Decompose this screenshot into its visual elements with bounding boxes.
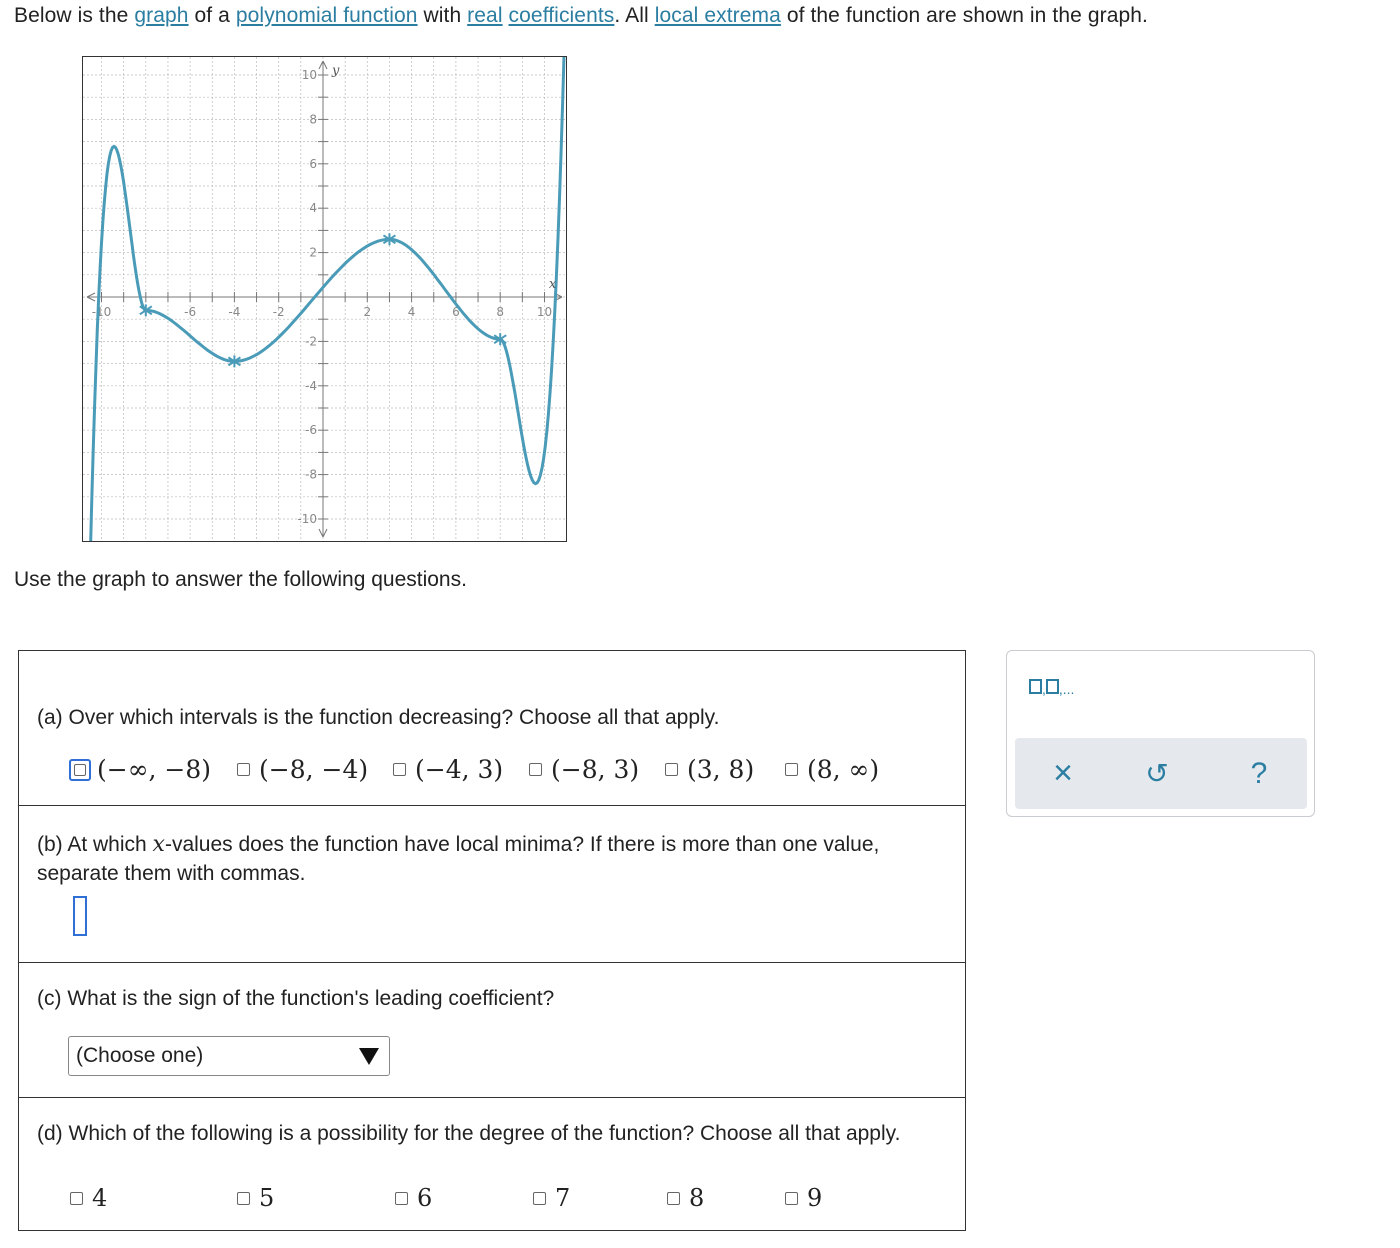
degree-option[interactable] bbox=[785, 1184, 822, 1212]
decreasing-interval-option[interactable] bbox=[69, 755, 211, 784]
x-tick-label: 8 bbox=[496, 305, 505, 319]
option-label: (−8, 3) bbox=[551, 755, 640, 784]
x-tick-label: 10 bbox=[536, 305, 553, 319]
y-tick-label: -4 bbox=[305, 378, 317, 393]
x-tick-label: 4 bbox=[407, 305, 416, 319]
graph-canvas bbox=[83, 57, 566, 541]
question-b-prompt-part: -values does the function have local minima? If there is more than one value, separate them with commas. bbox=[37, 833, 880, 885]
question-c-panel bbox=[18, 962, 966, 1099]
dropdown-arrow-icon bbox=[359, 1048, 379, 1065]
glossary-link-graph[interactable]: graph bbox=[134, 4, 189, 27]
degree-option[interactable] bbox=[395, 1184, 432, 1212]
glossary-link-coefficients[interactable]: coefficients bbox=[508, 4, 615, 27]
decreasing-interval-option[interactable] bbox=[237, 755, 368, 784]
glossary-link-local-extrema[interactable]: local extrema bbox=[654, 4, 781, 27]
question-c-prompt: (c) What is the sign of the function's leading coefficient? bbox=[37, 987, 555, 1010]
checkbox[interactable] bbox=[529, 763, 542, 776]
checkbox[interactable] bbox=[69, 759, 91, 781]
degree-option[interactable] bbox=[237, 1184, 274, 1212]
help-button[interactable] bbox=[1229, 738, 1289, 809]
palette-box-icon bbox=[1029, 679, 1042, 694]
checkbox[interactable] bbox=[237, 763, 250, 776]
decreasing-interval-option[interactable] bbox=[393, 755, 503, 784]
y-tick-label: -2 bbox=[305, 334, 317, 349]
y-tick-label: 2 bbox=[309, 245, 317, 260]
undo-icon: ↺ bbox=[1145, 758, 1169, 789]
graph-grid bbox=[83, 57, 566, 541]
intro-part: with bbox=[417, 4, 468, 27]
checkbox[interactable] bbox=[665, 763, 678, 776]
y-tick-label: -8 bbox=[305, 467, 317, 482]
option-label: 7 bbox=[555, 1184, 571, 1212]
y-tick-label: -10 bbox=[297, 512, 317, 526]
interval-palette-button[interactable] bbox=[1029, 679, 1075, 697]
glossary-link-polynomial-function[interactable]: polynomial function bbox=[235, 4, 418, 27]
intro-part: of a bbox=[188, 4, 236, 27]
x-tick-label: -4 bbox=[228, 305, 241, 319]
help-icon: ? bbox=[1250, 756, 1268, 790]
checkbox-inner bbox=[74, 764, 86, 776]
question-b-prompt bbox=[37, 830, 957, 888]
polynomial-curve bbox=[90, 57, 564, 541]
question-a-prompt: (a) Over which intervals is the function decreasing? Choose all that apply. bbox=[37, 706, 720, 729]
option-label: (−4, 3) bbox=[415, 755, 504, 784]
x-tick-label: 6 bbox=[452, 305, 460, 319]
intro-part: Below is the bbox=[14, 4, 135, 27]
decreasing-interval-option[interactable] bbox=[665, 755, 754, 784]
degree-option[interactable] bbox=[667, 1184, 704, 1212]
palette-box-icon bbox=[1046, 679, 1059, 694]
graph-axes bbox=[87, 61, 562, 537]
tool-actions-bar bbox=[1015, 738, 1307, 809]
close-icon: × bbox=[1053, 754, 1073, 792]
degree-option[interactable] bbox=[70, 1184, 107, 1212]
checkbox[interactable] bbox=[785, 1192, 798, 1205]
y-tick-label: 6 bbox=[309, 156, 317, 171]
checkbox[interactable] bbox=[393, 763, 406, 776]
leading-coefficient-select[interactable] bbox=[68, 1036, 390, 1076]
option-label: (−∞, −8) bbox=[97, 755, 212, 784]
question-d-prompt: (d) Which of the following is a possibility for the degree of the function? Choose all that apply. bbox=[37, 1122, 901, 1145]
checkbox[interactable] bbox=[533, 1192, 546, 1205]
y-axis-label: y bbox=[332, 63, 340, 79]
y-tick-label: 10 bbox=[301, 68, 317, 82]
checkbox[interactable] bbox=[667, 1192, 680, 1205]
palette-ellipsis: ,... bbox=[1058, 681, 1075, 697]
checkbox[interactable] bbox=[395, 1192, 408, 1205]
decreasing-interval-option[interactable] bbox=[785, 755, 879, 784]
x-variable: x bbox=[152, 832, 165, 857]
option-label: 9 bbox=[807, 1184, 823, 1212]
question-a-panel bbox=[18, 650, 966, 807]
undo-button[interactable] bbox=[1127, 738, 1187, 809]
instruction-text: Use the graph to answer the following questions. bbox=[14, 568, 467, 591]
y-tick-label: 8 bbox=[309, 112, 317, 127]
clear-button[interactable] bbox=[1033, 738, 1093, 809]
x-tick-label: -6 bbox=[184, 305, 197, 319]
checkbox[interactable] bbox=[785, 763, 798, 776]
option-label: (3, 8) bbox=[687, 755, 755, 784]
option-label: (8, ∞) bbox=[807, 755, 880, 784]
decreasing-interval-option[interactable] bbox=[529, 755, 639, 784]
option-label: 5 bbox=[259, 1184, 275, 1212]
checkbox[interactable] bbox=[237, 1192, 250, 1205]
question-b-prompt-part: (b) At which bbox=[37, 833, 153, 856]
question-b-panel bbox=[18, 805, 966, 964]
x-tick-label: -2 bbox=[272, 305, 285, 319]
degree-option[interactable] bbox=[533, 1184, 570, 1212]
intro-part: of the function are shown in the graph. bbox=[780, 4, 1148, 27]
option-label: 6 bbox=[417, 1184, 433, 1212]
function-graph bbox=[82, 56, 567, 542]
palette-comma: , bbox=[1042, 681, 1046, 697]
x-axis-label: x bbox=[548, 277, 557, 292]
intro-part: . All bbox=[614, 4, 655, 27]
select-value: (Choose one) bbox=[76, 1044, 204, 1067]
x-tick-label: 2 bbox=[363, 305, 372, 319]
checkbox[interactable] bbox=[70, 1192, 83, 1205]
intro-text bbox=[14, 4, 1148, 28]
glossary-link-real[interactable]: real bbox=[467, 4, 503, 27]
question-d-panel bbox=[18, 1097, 966, 1231]
y-tick-label: -6 bbox=[305, 423, 317, 438]
option-label: 4 bbox=[92, 1184, 108, 1212]
y-tick-label: 4 bbox=[309, 201, 317, 216]
x-tick-label: -10 bbox=[91, 305, 112, 319]
local-minima-answer-input[interactable] bbox=[73, 896, 87, 936]
option-label: (−8, −4) bbox=[259, 755, 369, 784]
option-label: 8 bbox=[689, 1184, 705, 1212]
